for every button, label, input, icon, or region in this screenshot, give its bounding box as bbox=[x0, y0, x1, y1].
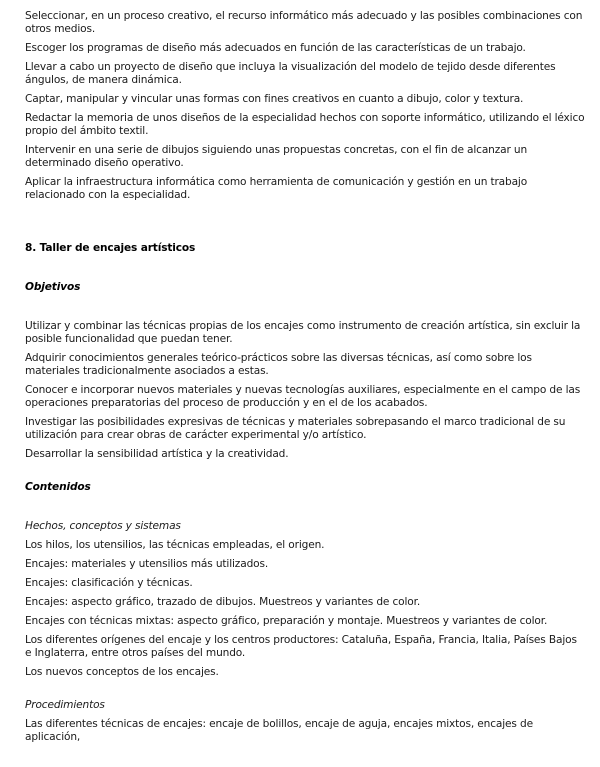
paragraph: Intervenir en una serie de dibujos siguiendo unas propuestas concretas, con el fin de alcanzar un determinado diseño operativo. bbox=[25, 144, 528, 169]
hechos-item: Encajes: materiales y utensilios más utilizados. bbox=[25, 558, 269, 570]
paragraph: Redactar la memoria de unos diseños de la especialidad hechos con soporte informático, utilizando el léxico propio del ámbito textil. bbox=[25, 112, 585, 137]
objetivo-item: Conocer e incorporar nuevos materiales y nuevas tecnologías auxiliares, especialmente en el campo de las operaciones preparatorias del proceso de producción y en el de los acabados. bbox=[25, 384, 581, 409]
objetivos-heading: Objetivos bbox=[25, 281, 81, 293]
objetivo-item: Desarrollar la sensibilidad artística y la creatividad. bbox=[25, 448, 289, 460]
objetivo-item: Adquirir conocimientos generales teórico-prácticos sobre las diversas técnicas, así como sobre los materiales tradicionalmente asociados a estas. bbox=[25, 352, 532, 377]
section-title: 8. Taller de encajes artísticos bbox=[25, 242, 196, 254]
paragraph: Captar, manipular y vincular unas formas con fines creativos en cuanto a dibujo, color y textura. bbox=[25, 93, 524, 105]
document-body bbox=[25, 10, 585, 750]
procedimientos-item: Las diferentes técnicas de encajes: encaje de bolillos, encaje de aguja, encajes mixtos, encajes de aplicación, bbox=[25, 718, 533, 743]
paragraph: Seleccionar, en un proceso creativo, el recurso informático más adecuado y las posibles combinaciones con otros medios. bbox=[25, 10, 583, 35]
contenidos-heading: Contenidos bbox=[25, 481, 91, 493]
objetivos-list bbox=[25, 320, 585, 461]
objetivo-item: Investigar las posibilidades expresivas de técnicas y materiales sobrepasando el marco tradicional de su utilización para crear obras de carácter experimental y/o artístico. bbox=[25, 416, 566, 441]
hechos-item: Encajes: aspecto gráfico, trazado de dibujos. Muestreos y variantes de color. bbox=[25, 596, 421, 608]
procedimientos-heading: Procedimientos bbox=[25, 699, 105, 711]
paragraph: Escoger los programas de diseño más adecuados en función de las características de un trabajo. bbox=[25, 42, 526, 54]
paragraph: Llevar a cabo un proyecto de diseño que incluya la visualización del modelo de tejido desde diferentes ángulos, de manera dinámica. bbox=[25, 61, 556, 86]
paragraph: Aplicar la infraestructura informática como herramienta de comunicación y gestión en un trabajo relacionado con la especialidad. bbox=[25, 176, 528, 201]
hechos-item: Encajes: clasificación y técnicas. bbox=[25, 577, 193, 589]
hechos-item: Los hilos, los utensilios, las técnicas empleadas, el origen. bbox=[25, 539, 325, 551]
hechos-item: Los nuevos conceptos de los encajes. bbox=[25, 666, 219, 678]
hechos-item: Los diferentes orígenes del encaje y los centros productores: Cataluña, España, Francia, Italia, Países Bajos e Inglaterra, entre otros países del mundo. bbox=[25, 634, 577, 659]
hechos-item: Encajes con técnicas mixtas: aspecto gráfico, preparación y montaje. Muestreos y variantes de color. bbox=[25, 615, 548, 627]
hechos-list bbox=[25, 539, 585, 679]
procedimientos-list bbox=[25, 718, 585, 744]
objetivo-item: Utilizar y combinar las técnicas propias de los encajes como instrumento de creación artística, sin excluir la posible funcionalidad que puedan tener. bbox=[25, 320, 581, 345]
hechos-heading: Hechos, conceptos y sistemas bbox=[25, 520, 181, 532]
